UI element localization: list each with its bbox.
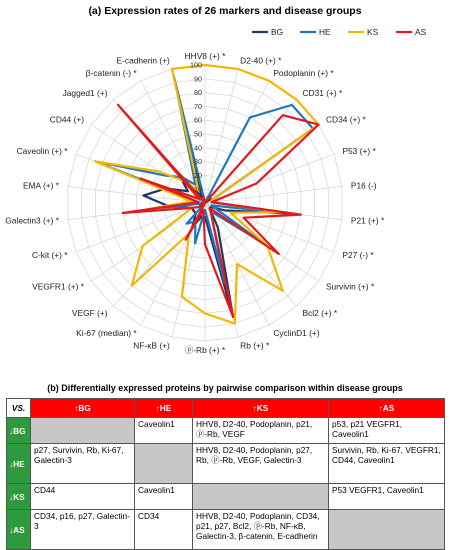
table-row bbox=[7, 484, 445, 510]
radial-tick-label: 70 bbox=[194, 101, 202, 111]
axis-label: ⓟ-Rb (+) * bbox=[184, 345, 226, 355]
row-header-ks: ↓KS bbox=[7, 484, 31, 510]
axis-label: D2-40 (+) * bbox=[240, 55, 282, 66]
radial-tick-label: 50 bbox=[194, 129, 202, 139]
comparison-table bbox=[6, 398, 445, 550]
table-row bbox=[7, 444, 445, 484]
row-header-he: ↓HE bbox=[7, 444, 31, 484]
table-row bbox=[7, 418, 445, 444]
axis-label: Podoplanin (+) * bbox=[273, 67, 334, 78]
axis-label: P16 (-) bbox=[350, 180, 377, 191]
axis-label: P27 (-) * bbox=[342, 250, 374, 261]
radial-tick-label: 60 bbox=[194, 115, 202, 125]
table-cell: p53, p21 VEGFR1, Caveolin1 bbox=[329, 418, 445, 444]
table-title: (b) Differentially expressed proteins by pairwise comparison within disease groups bbox=[47, 383, 403, 393]
axis-label: Survivin (+) * bbox=[325, 281, 375, 292]
col-header-ks: ↑KS bbox=[193, 399, 329, 418]
axis-label: CyclinD1 (+) bbox=[273, 328, 320, 339]
axis-label: CD44 (+) bbox=[49, 114, 85, 125]
radial-tick-label: 10 bbox=[194, 184, 202, 194]
axis-label: HHV8 (+) * bbox=[184, 51, 226, 61]
radial-tick-label: 0 bbox=[198, 198, 202, 208]
col-header-bg: ↑BG bbox=[31, 399, 135, 418]
axis-label: Caveolin (+) * bbox=[16, 145, 68, 156]
series-he-line bbox=[95, 82, 313, 283]
table-cell: Caveolin1 bbox=[135, 484, 193, 510]
table-cell: Survivin, Rb, Ki-67, VEGFR1, CD44, Caveolin1 bbox=[329, 444, 445, 484]
table-cell: CD44 bbox=[31, 484, 135, 510]
legend-label: KS bbox=[367, 27, 379, 37]
axis-label: β-catenin (-) * bbox=[85, 67, 137, 78]
axis-label: NF-κB (+) bbox=[133, 340, 170, 351]
chart-title: (a) Expression rates of 26 markers and disease groups bbox=[88, 5, 362, 17]
legend-label: BG bbox=[271, 27, 284, 37]
radial-tick-label: 90 bbox=[194, 74, 202, 84]
table-row bbox=[7, 510, 445, 550]
legend-label: HE bbox=[319, 27, 331, 37]
table-cell: p27, Survivin, Rb, Ki-67, Galectin-3 bbox=[31, 444, 135, 484]
axis-label: P21 (+) * bbox=[350, 215, 385, 226]
table-cell bbox=[135, 444, 193, 484]
axis-label: VEGFR1 (+) * bbox=[32, 281, 85, 292]
table-cell: CD34 bbox=[135, 510, 193, 550]
axis-label: E-cadherin (+) bbox=[116, 55, 170, 66]
radial-tick-label: 20 bbox=[194, 170, 202, 180]
radial-tick-label: 80 bbox=[194, 88, 202, 98]
row-header-as: ↓AS bbox=[7, 510, 31, 550]
table-header-row bbox=[7, 399, 445, 418]
axis-label: Ki-67 (median) * bbox=[76, 328, 137, 339]
radial-tick-label: 30 bbox=[194, 157, 202, 167]
table-cell: P53 VEGFR1, Caveolin1 bbox=[329, 484, 445, 510]
table-cell: HHV8, D2-40, Podoplanin, p27, Rb, ⓟ-Rb, VEGF, Galectin-3 bbox=[193, 444, 329, 484]
axis-label: Galectin3 (+) * bbox=[5, 215, 60, 226]
row-header-bg: ↓BG bbox=[7, 418, 31, 444]
table-cell: CD34, p16, p27, Galectin-3 bbox=[31, 510, 135, 550]
axis-label: VEGF (+) bbox=[71, 308, 108, 319]
radial-tick-label: 100 bbox=[190, 60, 202, 70]
table-cell bbox=[193, 484, 329, 510]
legend-label: AS bbox=[415, 27, 427, 37]
col-header-he: ↑HE bbox=[135, 399, 193, 418]
axis-label: C-kit (+) * bbox=[31, 250, 68, 261]
col-header-as: ↑AS bbox=[329, 399, 445, 418]
table-cell: Caveolin1 bbox=[135, 418, 193, 444]
axis-label: Rb (+) * bbox=[240, 340, 270, 351]
legend bbox=[252, 27, 427, 37]
axis-label: CD34 (+) * bbox=[325, 114, 366, 125]
axis-label: CD31 (+) * bbox=[302, 87, 343, 98]
table-cell: HHV8, D2-40, Podoplanin, CD34, p21, p27, Bcl2, ⓟ-Rb, NF-κB, Galectin-3, β-catenin, E-cadherin bbox=[193, 510, 329, 550]
table-cell bbox=[31, 418, 135, 444]
axis-label: Jagged1 (+) bbox=[62, 87, 108, 98]
axis-label: Bcl2 (+) * bbox=[302, 308, 338, 319]
table-corner: VS. bbox=[7, 399, 31, 418]
axis-label: EMA (+) * bbox=[22, 180, 60, 191]
table-cell: HHV8, D2-40, Podoplanin, p21, ⓟ-Rb, VEGF bbox=[193, 418, 329, 444]
axis-label: P53 (+) * bbox=[342, 145, 376, 156]
radial-tick-label: 40 bbox=[194, 143, 202, 153]
table-cell bbox=[329, 510, 445, 550]
